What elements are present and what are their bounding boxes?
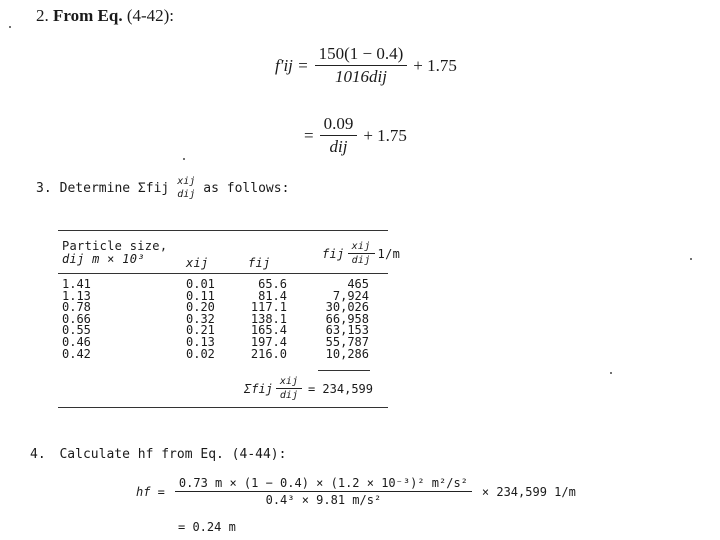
sum-fraction	[276, 376, 302, 401]
fraction-denominator: dij	[351, 255, 371, 266]
fraction-denominator: dij	[329, 137, 348, 156]
table-bottom-rule	[58, 407, 388, 408]
table-cell: 0.11	[186, 288, 215, 303]
equation-hf	[136, 476, 576, 507]
header-line: Particle size,	[62, 239, 168, 253]
table-cell: 66,958	[325, 311, 369, 326]
header-product	[322, 241, 400, 266]
table-sum	[244, 376, 373, 401]
step-fraction	[173, 176, 199, 200]
table-header-rule	[58, 273, 388, 274]
table-cell: 0.20	[186, 300, 215, 315]
fraction-numerator: xij	[276, 376, 302, 389]
sum-label: Σfij	[244, 381, 273, 396]
scan-speck	[610, 372, 612, 374]
column-xij	[186, 279, 226, 360]
fraction-denominator: dij	[279, 390, 298, 401]
table-cell: 216.0	[250, 346, 287, 361]
fraction-numerator: 0.09	[320, 114, 358, 136]
header-particle-size	[62, 240, 167, 266]
step-lead-text: From Eq.	[53, 6, 123, 25]
step-4-heading	[30, 447, 286, 462]
table-cell: 465	[347, 277, 369, 291]
table-top-rule	[58, 230, 388, 231]
equation-reference: (4-42):	[126, 6, 175, 25]
equation-fraction	[315, 44, 408, 87]
table-cell: 0.46	[62, 334, 91, 349]
equation-plus-term: + 1.75	[363, 125, 407, 145]
column-fij	[236, 279, 287, 360]
step-number: 3.	[36, 180, 52, 196]
table-cell: 138.1	[250, 311, 287, 326]
fraction-numerator: 150(1 − 0.4)	[315, 44, 408, 66]
fraction-denominator: 0.4³ × 9.81 m/s²	[265, 493, 382, 507]
equation-fraction	[320, 114, 358, 157]
fraction-denominator: dij	[177, 189, 196, 200]
header-fij: fij	[248, 256, 271, 270]
step-number: 2.	[36, 6, 49, 25]
table-cell: 0.21	[186, 323, 215, 338]
column-product	[312, 279, 369, 360]
equation-lhs: f′ij =	[275, 55, 309, 75]
table-cell: 0.32	[186, 311, 215, 326]
scan-speck	[183, 158, 185, 160]
table-cell: 30,026	[325, 300, 369, 315]
table-cell: 63,153	[325, 323, 369, 338]
table-cell: 7,924	[332, 288, 369, 303]
table-cell: 1.13	[62, 288, 91, 303]
equals-sign: =	[304, 125, 314, 145]
table-cell: 0.78	[62, 300, 91, 315]
equation-fraction	[175, 476, 472, 507]
sum-rule	[318, 370, 370, 371]
step-number: 4.	[30, 447, 46, 462]
step-3-heading	[36, 176, 289, 200]
step-2-heading	[36, 6, 174, 26]
table-cell: 10,286	[325, 346, 369, 361]
column-particle-size	[62, 279, 112, 360]
table-cell: 0.13	[186, 334, 215, 349]
table-cell: 65.6	[258, 277, 287, 291]
equation-plus-term: + 1.75	[413, 55, 457, 75]
table-cell: 1.41	[62, 277, 91, 291]
header-prefix: fij	[322, 246, 345, 261]
table-cell: 55,787	[325, 334, 369, 349]
step-text: Determine Σfij	[59, 180, 170, 196]
equation-multiplier: × 234,599 1/m	[481, 484, 576, 499]
table-cell: 165.4	[250, 323, 287, 338]
table-cell: 0.66	[62, 311, 91, 326]
header-xij: xij	[186, 256, 209, 270]
equation-lhs: hf =	[136, 484, 165, 499]
fraction-numerator: xij	[348, 241, 375, 254]
scan-speck	[9, 26, 11, 28]
table-cell: 0.01	[186, 277, 215, 291]
fraction-denominator: 1016dij	[334, 67, 387, 86]
fraction-numerator: 0.73 m × (1 − 0.4) × (1.2 × 10⁻³)² m²/s²	[175, 476, 472, 492]
step-text-after: as follows:	[203, 180, 290, 196]
table-cell: 81.4	[258, 288, 287, 303]
scan-speck	[690, 258, 692, 260]
header-fraction	[348, 241, 375, 266]
table-cell: 0.02	[186, 346, 215, 361]
equation-fij-line1	[275, 44, 457, 87]
table-cell: 197.4	[250, 334, 287, 349]
sum-value: = 234,599	[307, 381, 373, 396]
step-text: Calculate hf from Eq. (4-44):	[59, 447, 287, 462]
table-cell: 0.42	[62, 346, 91, 361]
fraction-numerator: xij	[177, 176, 196, 187]
table-cell: 0.55	[62, 323, 91, 338]
header-line: dij m × 10³	[62, 252, 145, 266]
equation-hf-result: = 0.24 m	[178, 520, 236, 534]
header-unit: 1/m	[377, 246, 401, 261]
table-cell: 117.1	[250, 300, 287, 315]
equation-fij-line2	[304, 114, 407, 157]
